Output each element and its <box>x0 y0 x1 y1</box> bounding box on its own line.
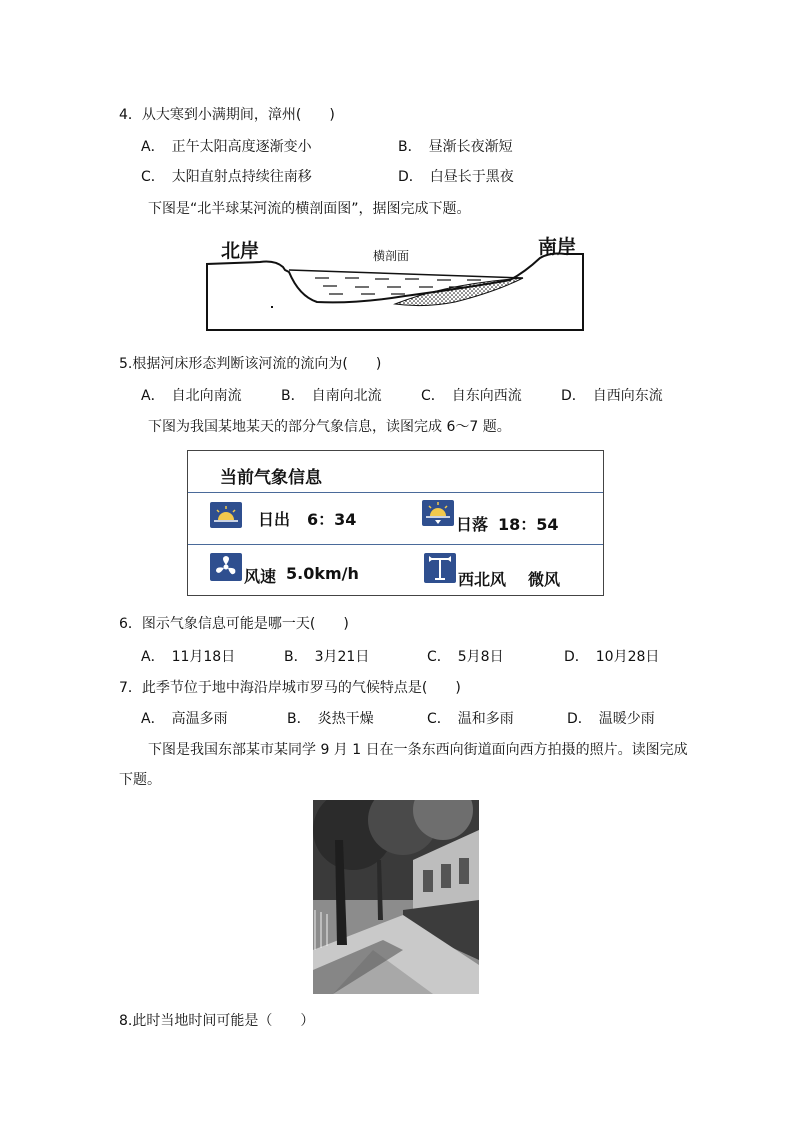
question-5-option-a: A． 自北向南流 <box>141 388 242 404</box>
question-7-option-c: C． 温和多雨 <box>427 711 514 727</box>
question-5-stem: 5.根据河床形态判断该河流的流向为( ) <box>119 356 382 372</box>
street-photo <box>313 800 479 994</box>
question-4-stem: 4．从大寒到小满期间，漳州( ) <box>119 107 335 123</box>
sunrise-icon <box>210 502 242 528</box>
cross-section-label: 横剖面 <box>373 249 410 263</box>
question-7-option-b: B． 炎热干燥 <box>287 711 374 727</box>
weather-title: 当前气象信息 <box>220 468 322 488</box>
intro-question-8-line-2: 下题。 <box>119 772 161 788</box>
wind-speed-label: 风速 <box>244 567 277 586</box>
sunrise-label: 日出 <box>258 510 291 529</box>
question-5-option-d: D． 自西向东流 <box>561 388 663 404</box>
question-7-stem: 7．此季节位于地中海沿岸城市罗马的气候特点是( ) <box>119 680 461 696</box>
divider <box>188 492 603 493</box>
sunset-icon <box>422 500 454 526</box>
wind-level: 微风 <box>528 570 561 589</box>
question-4-option-a: A． 正午太阳高度逐渐变小 <box>141 139 312 155</box>
question-6-stem: 6．图示气象信息可能是哪一天( ) <box>119 616 349 632</box>
intro-question-6-7: 下图为我国某地某天的部分气象信息，读图完成 6～7 题。 <box>148 419 511 435</box>
question-6-option-b: B． 3月21日 <box>284 649 370 665</box>
question-7-option-d: D． 温暖少雨 <box>567 711 655 727</box>
river-cross-section-figure <box>205 232 588 334</box>
divider <box>188 544 603 545</box>
wind-vane-icon <box>424 553 456 583</box>
north-bank-label: 北岸 <box>221 240 260 262</box>
sunset-label: 日落 <box>456 515 489 534</box>
sunrise-value: 6：34 <box>307 510 357 529</box>
question-6-option-c: C． 5月8日 <box>427 649 504 665</box>
sunset-value: 18：54 <box>498 515 559 534</box>
question-7-option-a: A． 高温多雨 <box>141 711 228 727</box>
question-4-option-c: C． 太阳直射点持续往南移 <box>141 169 312 185</box>
south-bank-label: 南岸 <box>538 236 577 258</box>
question-6-option-d: D． 10月28日 <box>564 649 660 665</box>
weather-info-panel <box>187 450 604 596</box>
intro-question-5: 下图是“北半球某河流的横剖面图”，据图完成下题。 <box>148 201 471 217</box>
question-4-option-d: D． 白昼长于黑夜 <box>398 169 514 185</box>
question-5-option-b: B． 自南向北流 <box>281 388 382 404</box>
question-4-option-b: B． 昼渐长夜渐短 <box>398 139 513 155</box>
fan-icon <box>210 553 242 581</box>
question-5-option-c: C． 自东向西流 <box>421 388 522 404</box>
question-8-stem: 8.此时当地时间可能是（ ） <box>119 1013 315 1029</box>
question-6-option-a: A． 11月18日 <box>141 649 236 665</box>
wind-direction: 西北风 <box>458 570 507 589</box>
intro-question-8-line-1: 下图是我国东部某市某同学 9 月 1 日在一条东西向街道面向西方拍摄的照片。读图完成 <box>148 742 688 758</box>
wind-speed-value: 5.0km/h <box>286 564 359 583</box>
